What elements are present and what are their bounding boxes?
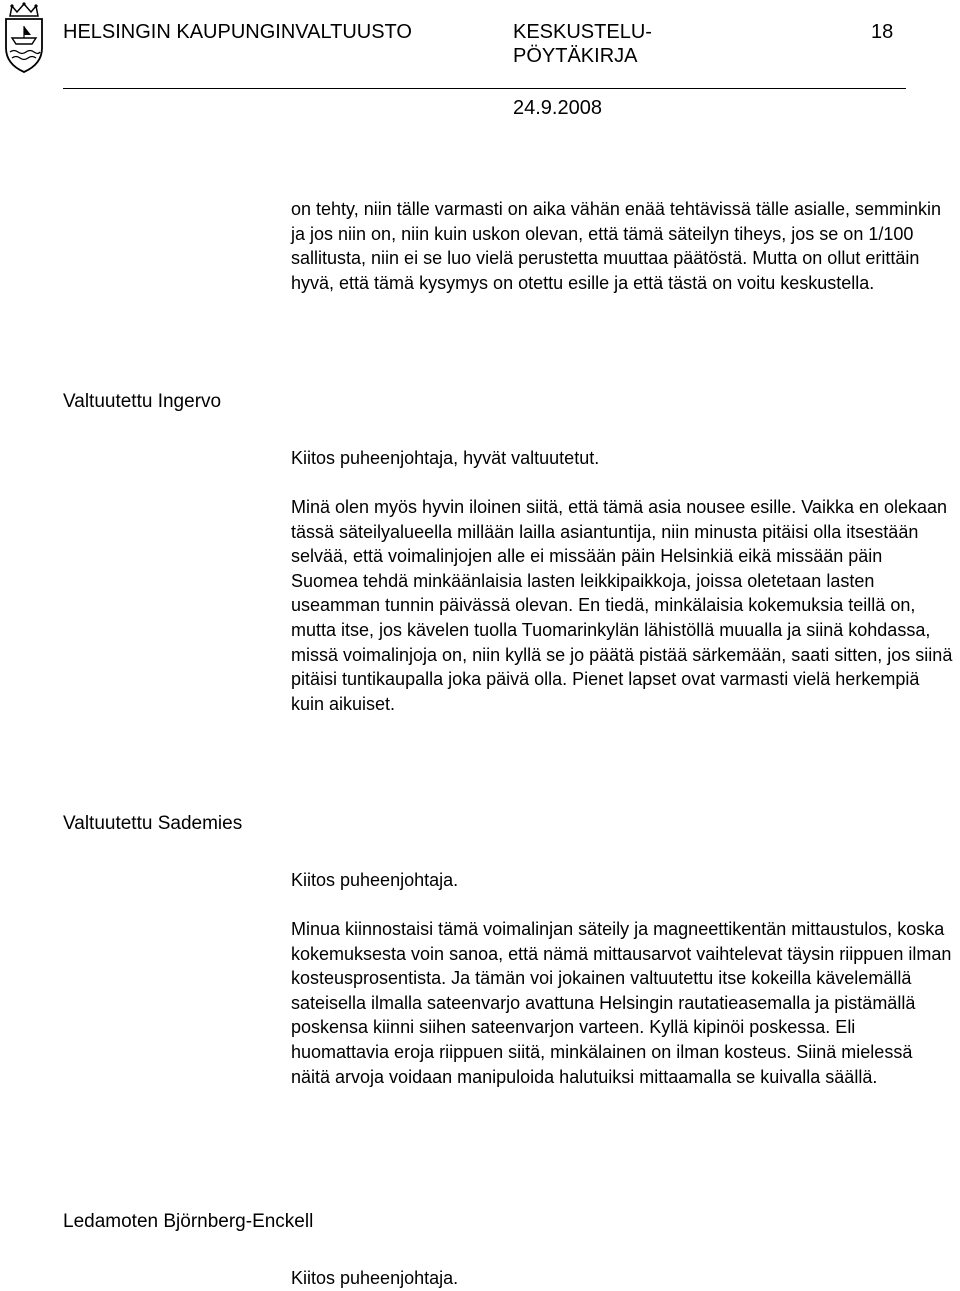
speaker-sademies: Valtuutettu Sademies bbox=[63, 813, 243, 834]
header-divider bbox=[63, 88, 906, 89]
page-number: 18 bbox=[871, 21, 894, 43]
header-organization: HELSINGIN KAUPUNGINVALTUUSTO bbox=[63, 21, 412, 43]
paragraph-sademies-speech: Minua kiinnostaisi tämä voimalinjan säteily ja magneettikentän mittaustulos, koska kokemuksesta voin sanoa, että nämä mittausarvot vaihtelevat täysin riippuen ilman kosteusprosentista. Ja tämän voi jokainen valtuutettu itse kokeilla kävelemällä sateisella ilmalla sateenvarjo avattuna Helsingin rautatieasemalla ja pistämällä poskensa kiinni siihen sateenvarjon varteen. Kyllä kipinöi poskessa. Eli huomattavia eroja riippuen siitä, minkälainen on ilman kosteus. Siinä mielessä näitä arvoja voidaan manipuloida halutuiksi mittaamalla se kuivalla säällä. bbox=[291, 919, 952, 1087]
paragraph-continuation: on tehty, niin tälle varmasti on aika vähän enää tehtävissä tälle asialle, semminkin ja jos niin on, niin kuin uskon olevan, että tämä säteilyn tiheys, jos se on 1/100 sallitusta, niin ei se luo vielä perustetta muuttaa päätöstä. Mutta on ollut erittäin hyvä, että tämä kysymys on otettu esille ja että tästä on voitu keskustella. bbox=[291, 199, 942, 293]
header-document-type-line1: KESKUSTELU- bbox=[513, 21, 652, 43]
paragraph-greeting: Kiitos puheenjohtaja. bbox=[291, 870, 459, 890]
speaker-ingervo: Valtuutettu Ingervo bbox=[63, 391, 222, 412]
paragraph-greeting: Kiitos puheenjohtaja. bbox=[291, 1268, 459, 1288]
paragraph-ingervo-speech: Minä olen myös hyvin iloinen siitä, että tämä asia nousee esille. Vaikka en olekaan tässä säteilyalueella millään lailla asiantuntija, niin minusta pitäisi olla itsestään selvää, että voimalinjojen alle ei missään päin Helsinkiä eikä missään päin Suomea tehdä minkäänlaisia lasten leikkipaikkoja, joissa oletetaan lasten useamman tunnin päivässä olevan. En tiedä, minkälaisia kokemuksia teillä on, mutta itse, jos kävelen tuolla Tuomarinkylän lähistöllä muualla ja siinä kohdassa, missä voimalinjoja on, niin kyllä se jo päätä pistää särkemään, saati sitten, jos siinä pitäisi tuntikaupalla joka päivä olla. Pienet lapset ovat varmasti vielä herkempiä kuin aikuiset. bbox=[291, 497, 953, 714]
speaker-bjornberg-enckell: Ledamoten Björnberg-Enckell bbox=[63, 1211, 314, 1232]
header-document-type bbox=[513, 20, 693, 68]
header-document-type-line2: PÖYTÄKIRJA bbox=[513, 45, 638, 67]
paragraph-greeting: Kiitos puheenjohtaja, hyvät valtuutetut. bbox=[291, 448, 600, 468]
helsinki-coat-of-arms-icon bbox=[2, 2, 46, 74]
header-date: 24.9.2008 bbox=[513, 97, 602, 119]
